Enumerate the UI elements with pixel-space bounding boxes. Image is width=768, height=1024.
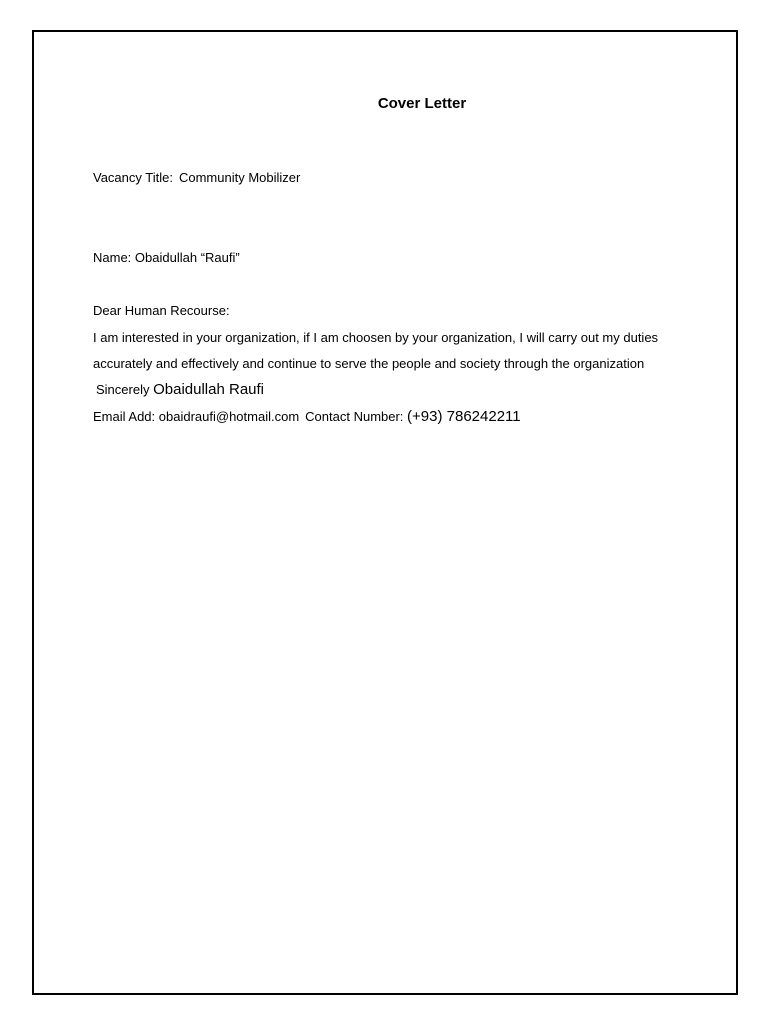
name-line [93, 249, 240, 267]
vacancy-label: Vacancy Title: [93, 170, 173, 185]
contact-line [93, 408, 521, 426]
email-label: Email Add: [93, 409, 156, 424]
contact-value: (+93) 786242211 [407, 408, 521, 425]
closing-word: Sincerely [96, 382, 150, 397]
email-value: obaidraufi@hotmail.com [158, 409, 300, 424]
contact-label: Contact Number: [305, 409, 404, 424]
body-line-1: I am interested in your organization, if I am choosen by your organization, I will carry out my duties [93, 330, 659, 345]
body-line-2: accurately and effectively and continue to serve the people and society through the organization [93, 356, 645, 371]
vacancy-value: Community Mobilizer [178, 170, 301, 185]
page-title: Cover Letter [377, 95, 467, 112]
vacancy-line [93, 169, 300, 187]
closing-line [96, 381, 264, 399]
salutation: Dear Human Recourse: [93, 303, 230, 318]
name-value: Obaidullah “Raufi” [134, 250, 240, 265]
name-label: Name: [93, 250, 132, 265]
signature-name: Obaidullah Raufi [153, 381, 264, 398]
